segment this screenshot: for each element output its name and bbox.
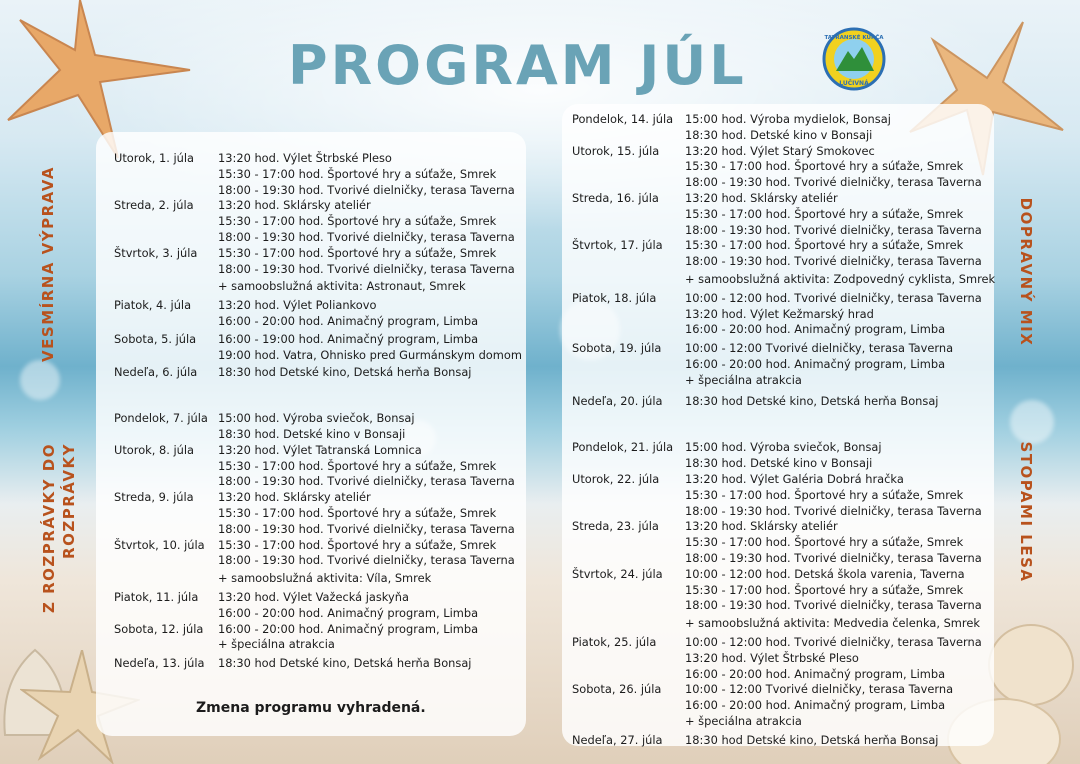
schedule-day-label: Piatok, 4. júla [114, 298, 192, 313]
schedule-day-label: Pondelok, 7. júla [114, 411, 208, 426]
schedule-activity-line: 15:00 hod. Výroba sviečok, Bonsaj [218, 411, 415, 426]
schedule-activity-line: 19:00 hod. Vatra, Ohnisko pred Gurmánskym domom [218, 347, 522, 362]
schedule-activity-line: 18:00 - 19:30 hod. Tvorivé dielničky, terasa Taverna [218, 229, 515, 244]
schedule-day-entry [114, 331, 522, 364]
schedule-activity-line: 13:20 hod. Výlet Štrbské Pleso [685, 650, 859, 665]
schedule-activity-line: 15:30 - 17:00 hod. Športové hry a súťaže, Smrek [685, 238, 964, 253]
schedule-activity-line: 18:30 hod. Detské kino v Bonsaji [218, 426, 406, 441]
schedule-day-entry [572, 341, 987, 388]
program-change-notice: Zmena programu vyhradená. [196, 700, 426, 716]
schedule-activity-line: + samoobslužná aktivita: Víla, Smrek [218, 571, 432, 586]
schedule-day-entry [572, 682, 987, 729]
schedule-activity-line: 15:30 - 17:00 hod. Športové hry a súťaže, Smrek [685, 487, 964, 502]
schedule-day-entry [572, 112, 987, 144]
page-title: PROGRAM JÚL [288, 34, 747, 97]
schedule-day-entry [114, 151, 519, 198]
schedule-day-label: Streda, 16. júla [572, 191, 659, 205]
schedule-activity-line: 18:30 hod Detské kino, Detská herňa Bonsaj [218, 656, 472, 671]
schedule-day-label: Sobota, 26. júla [572, 682, 662, 697]
schedule-day-label: Streda, 2. júla [114, 198, 194, 213]
schedule-activity-line: 18:00 - 19:30 hod. Tvorivé dielničky, terasa Taverna [218, 474, 515, 489]
schedule-activity-line: 15:00 hod. Výroba mydielok, Bonsaj [685, 112, 891, 126]
schedule-activity-line: 15:30 - 17:00 hod. Športové hry a súťaže, Smrek [218, 537, 497, 552]
schedule-activity-line: 15:30 - 17:00 hod. Športové hry a súťaže, Smrek [218, 214, 497, 229]
schedule-activity-line: 13:20 hod. Sklársky ateliér [685, 191, 838, 205]
schedule-activity-line: + špeciálna atrakcia [685, 372, 802, 387]
theme-label-right-top: DOPRAVNÝ MIX [1017, 197, 1035, 347]
schedule-activity-line: 15:30 - 17:00 hod. Športové hry a súťaže, Smrek [218, 505, 497, 520]
schedule-day-entry [114, 590, 519, 622]
schedule-day-label: Štvrtok, 24. júla [572, 566, 663, 581]
schedule-day-label: Štvrtok, 3. júla [114, 245, 198, 260]
schedule-activity-line: 13:20 hod. Výlet Poliankovo [218, 298, 377, 313]
schedule-day-label: Nedeľa, 27. júla [572, 732, 663, 747]
schedule-activity-line: 13:20 hod. Výlet Štrbské Pleso [218, 151, 392, 165]
schedule-day-entry [572, 519, 987, 566]
schedule-activity-line: 13:20 hod. Sklársky ateliér [685, 519, 838, 534]
schedule-day-label: Utorok, 1. júla [114, 151, 195, 165]
schedule-activity-line: 18:00 - 19:30 hod. Tvorivé dielničky, terasa Taverna [685, 598, 982, 613]
schedule-day-entry [572, 144, 987, 191]
schedule-day-label: Pondelok, 14. júla [572, 112, 674, 126]
schedule-day-label: Utorok, 15. júla [572, 143, 660, 158]
schedule-activity-line: + samoobslužná aktivita: Zodpovedný cyklista, Smrek [685, 272, 996, 286]
schedule-day-label: Nedeľa, 13. júla [114, 656, 205, 671]
schedule-extra-entry [114, 279, 519, 295]
schedule-activity-line: 13:20 hod. Výlet Galéria Dobrá hračka [685, 472, 904, 486]
schedule-activity-line: 16:00 - 20:00 hod. Animačný program, Limba [685, 322, 946, 337]
schedule-day-label: Štvrtok, 17. júla [572, 238, 663, 253]
schedule-day-entry [572, 238, 987, 270]
schedule-activity-line: 13:20 hod. Výlet Starý Smokovec [685, 143, 875, 158]
schedule-activity-line: + samoobslužná aktivita: Medvedia čelenka, Smrek [685, 616, 980, 631]
schedule-activity-line: 18:00 - 19:30 hod. Tvorivé dielničky, terasa Taverna [685, 254, 982, 269]
schedule-activity-line: 15:30 - 17:00 hod. Športové hry a súťaže, Smrek [685, 159, 964, 174]
schedule-day-entry [114, 411, 519, 443]
schedule-activity-line: 13:20 hod. Výlet Tatranská Lomnica [218, 442, 422, 457]
schedule-activity-line: 18:00 - 19:30 hod. Tvorivé dielničky, terasa Taverna [685, 550, 982, 565]
schedule-activity-line: 16:00 - 20:00 hod. Animačný program, Limba [218, 621, 479, 636]
schedule-activity-line: 15:30 - 17:00 hod. Športové hry a súťaže, Smrek [218, 166, 497, 181]
theme-label-right-bottom: STOPAMI LESA [1017, 441, 1035, 583]
schedule-activity-line: 10:00 - 12:00 hod. Detská škola varenia, Taverna [685, 566, 965, 581]
schedule-activity-line: 18:00 - 19:30 hod. Tvorivé dielničky, terasa Taverna [218, 521, 515, 536]
schedule-day-label: Sobota, 12. júla [114, 621, 204, 636]
svg-text:TATRANSKÉ KURČA: TATRANSKÉ KURČA [824, 35, 884, 41]
schedule-day-label: Pondelok, 21. júla [572, 440, 674, 455]
schedule-activity-line: 18:30 hod Detské kino, Detská herňa Bonsaj [218, 365, 472, 380]
schedule-activity-line: 13:20 hod. Výlet Važecká jaskyňa [218, 590, 409, 604]
schedule-activity-line: 18:30 hod Detské kino, Detská herňa Bonsaj [685, 732, 939, 747]
schedule-extra-entry [572, 272, 996, 288]
schedule-activity-line: 15:30 - 17:00 hod. Športové hry a súťaže, Smrek [218, 245, 497, 260]
schedule-day-entry [114, 443, 519, 490]
schedule-activity-line: 10:00 - 12:00 Tvorivé dielničky, terasa Taverna [685, 341, 954, 356]
schedule-day-entry [572, 191, 987, 238]
schedule-activity-line: 16:00 - 20:00 hod. Animačný program, Limba [218, 605, 479, 620]
schedule-day-entry [114, 198, 519, 245]
schedule-activity-line: 15:30 - 17:00 hod. Športové hry a súťaže, Smrek [218, 458, 497, 473]
schedule-activity-line: 10:00 - 12:00 Tvorivé dielničky, terasa Taverna [685, 682, 954, 697]
schedule-day-entry [572, 635, 987, 682]
schedule-day-entry [114, 622, 519, 654]
schedule-activity-line: 15:30 - 17:00 hod. Športové hry a súťaže, Smrek [685, 535, 964, 550]
schedule-day-label: Utorok, 22. júla [572, 472, 660, 486]
schedule-day-label: Piatok, 11. júla [114, 590, 199, 604]
schedule-day-entry [114, 365, 519, 381]
schedule-day-entry [114, 298, 519, 330]
schedule-activity-line: 16:00 - 20:00 hod. Animačný program, Limba [685, 666, 946, 681]
schedule-activity-line: 18:00 - 19:30 hod. Tvorivé dielničky, terasa Taverna [685, 503, 982, 518]
schedule-day-label: Sobota, 19. júla [572, 341, 662, 356]
schedule-day-entry [114, 246, 519, 278]
schedule-day-label: Sobota, 5. júla [114, 331, 197, 346]
theme-label-left-top: VESMÍRNA VÝPRAVA [39, 166, 57, 362]
schedule-activity-line: 15:00 hod. Výroba sviečok, Bonsaj [685, 440, 882, 455]
schedule-activity-line: + samoobslužná aktivita: Astronaut, Smrek [218, 279, 466, 294]
schedule-activity-line: 18:00 - 19:30 hod. Tvorivé dielničky, terasa Taverna [218, 182, 515, 197]
schedule-extra-entry [114, 571, 519, 587]
schedule-activity-line: 16:00 - 19:00 hod. Animačný program, Limba [218, 331, 479, 346]
theme-label-left-bottom-line1: Z ROZPRÁVKY DO [40, 443, 58, 613]
camp-logo-icon [822, 27, 886, 91]
schedule-activity-line: 15:30 - 17:00 hod. Športové hry a súťaže, Smrek [685, 582, 964, 597]
schedule-day-entry [572, 472, 987, 519]
schedule-day-entry [572, 567, 987, 614]
schedule-day-label: Piatok, 25. júla [572, 635, 657, 649]
svg-text:LUČIVNÁ: LUČIVNÁ [839, 80, 869, 87]
schedule-activity-line: 18:00 - 19:30 hod. Tvorivé dielničky, terasa Taverna [685, 175, 982, 190]
schedule-day-entry [114, 490, 519, 537]
schedule-day-entry [114, 656, 519, 672]
schedule-activity-line: 16:00 - 20:00 hod. Animačný program, Limba [685, 356, 946, 371]
schedule-activity-line: 13:20 hod. Sklársky ateliér [218, 490, 371, 505]
schedule-activity-line: 18:00 - 19:30 hod. Tvorivé dielničky, terasa Taverna [685, 222, 982, 237]
schedule-day-entry [572, 440, 987, 472]
schedule-activity-line: 18:00 - 19:30 hod. Tvorivé dielničky, terasa Taverna [218, 261, 515, 276]
schedule-activity-line: 18:30 hod Detské kino, Detská herňa Bonsaj [685, 393, 939, 408]
schedule-day-entry [572, 733, 987, 749]
schedule-activity-line: 18:30 hod. Detské kino v Bonsaji [685, 127, 873, 142]
schedule-activity-line: 16:00 - 20:00 hod. Animačný program, Limba [218, 313, 479, 328]
schedule-activity-line: + špeciálna atrakcia [218, 637, 335, 652]
schedule-day-entry [572, 394, 987, 410]
schedule-day-label: Streda, 23. júla [572, 519, 659, 534]
schedule-day-label: Piatok, 18. júla [572, 290, 657, 305]
schedule-day-label: Utorok, 8. júla [114, 442, 195, 457]
schedule-day-label: Streda, 9. júla [114, 490, 194, 505]
schedule-day-entry [114, 538, 519, 570]
schedule-day-label: Nedeľa, 6. júla [114, 365, 198, 380]
schedule-activity-line: + špeciálna atrakcia [685, 713, 802, 728]
schedule-activity-line: 18:30 hod. Detské kino v Bonsaji [685, 456, 873, 471]
schedule-day-label: Štvrtok, 10. júla [114, 537, 205, 552]
schedule-activity-line: 13:20 hod. Výlet Kežmarský hrad [685, 306, 874, 321]
schedule-day-label: Nedeľa, 20. júla [572, 393, 663, 408]
theme-label-left-bottom-line2: ROZPRÁVKY [60, 443, 78, 559]
schedule-activity-line: 15:30 - 17:00 hod. Športové hry a súťaže, Smrek [685, 206, 964, 221]
schedule-activity-line: 16:00 - 20:00 hod. Animačný program, Limba [685, 698, 946, 713]
schedule-activity-line: 18:00 - 19:30 hod. Tvorivé dielničky, terasa Taverna [218, 553, 515, 568]
schedule-extra-entry [572, 616, 987, 632]
schedule-activity-line: 10:00 - 12:00 hod. Tvorivé dielničky, terasa Taverna [685, 635, 982, 649]
schedule-day-entry [572, 291, 987, 338]
schedule-activity-line: 13:20 hod. Sklársky ateliér [218, 198, 371, 213]
schedule-activity-line: 10:00 - 12:00 hod. Tvorivé dielničky, terasa Taverna [685, 290, 982, 305]
